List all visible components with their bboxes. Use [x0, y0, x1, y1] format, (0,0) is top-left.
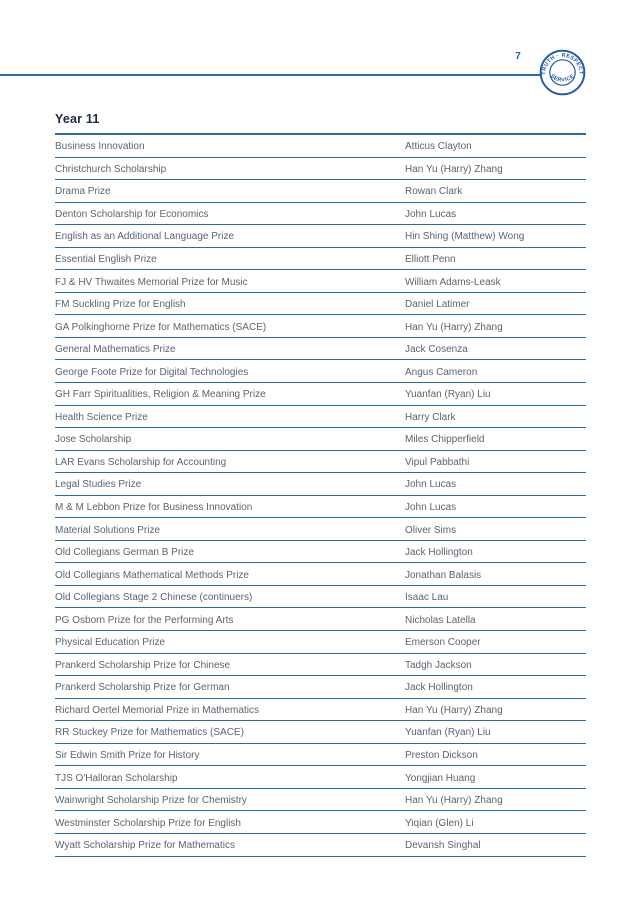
prize-name: Old Collegians Mathematical Methods Prize [55, 569, 249, 581]
prize-name: GH Farr Spiritualities, Religion & Meaning Prize [55, 389, 266, 401]
table-row [55, 203, 586, 226]
winner-name: Rowan Clark [405, 186, 463, 198]
table-row [55, 541, 586, 564]
table-row [55, 135, 586, 158]
winner-name: Preston Dickson [405, 750, 478, 762]
table-row [55, 586, 586, 609]
table-row [55, 248, 586, 271]
table-row [55, 158, 586, 181]
table-row [55, 428, 586, 451]
prize-name: Drama Prize [55, 186, 111, 198]
prize-name: George Foote Prize for Digital Technologies [55, 366, 249, 378]
table-row [55, 315, 586, 338]
header-rule [0, 74, 540, 76]
section-title: Year 11 [55, 112, 586, 135]
table-row [55, 834, 586, 857]
prize-name: Prankerd Scholarship Prize for Chinese [55, 659, 231, 671]
prize-name: Business Innovation [55, 141, 145, 153]
awards-section [55, 112, 586, 857]
table-row [55, 496, 586, 519]
prize-name: Essential English Prize [55, 254, 157, 265]
table-row [55, 406, 586, 429]
prize-name: Wyatt Scholarship Prize for Mathematics [55, 840, 235, 852]
table-row [55, 383, 586, 406]
prize-name: Christchurch Scholarship [55, 163, 167, 175]
winner-name: Atticus Clayton [405, 141, 472, 153]
table-row [55, 563, 586, 586]
winner-name: Harry Clark [405, 411, 456, 423]
winner-name: Jack Cosenza [405, 344, 468, 356]
table-row [55, 766, 586, 789]
table-row [55, 338, 586, 361]
winner-name: John Lucas [405, 479, 457, 491]
table-row [55, 699, 586, 722]
school-crest-stamp [539, 49, 586, 96]
winner-name: Isaac Lau [405, 592, 449, 604]
prize-name: Prankerd Scholarship Prize for German [55, 682, 230, 694]
winner-name: Han Yu (Harry) Zhang [405, 321, 503, 333]
prize-name: Material Solutions Prize [55, 524, 161, 536]
table-row [55, 721, 586, 744]
winner-name: Yuanfan (Ryan) Liu [405, 727, 491, 739]
prize-name: Old Collegians Stage 2 Chinese (continuers) [55, 592, 253, 604]
table-row [55, 789, 586, 812]
table-row [55, 180, 586, 203]
table-row [55, 270, 586, 293]
prize-name: Sir Edwin Smith Prize for History [55, 750, 200, 762]
winner-name: Oliver Sims [405, 524, 457, 536]
winner-name: Jonathan Balasis [405, 569, 482, 581]
winner-name: Han Yu (Harry) Zhang [405, 163, 503, 175]
table-row [55, 608, 586, 631]
prize-name: FM Suckling Prize for English [55, 299, 186, 311]
table-row [55, 518, 586, 541]
winner-name: Han Yu (Harry) Zhang [405, 795, 503, 807]
winner-name: Miles Chipperfield [405, 434, 485, 446]
table-row [55, 654, 586, 677]
winner-name: Jack Hollington [405, 547, 473, 559]
prize-name: Health Science Prize [55, 411, 148, 423]
prize-name: GA Polkinghorne Prize for Mathematics (SACE) [55, 321, 267, 333]
table-row [55, 225, 586, 248]
winner-name: Han Yu (Harry) Zhang [405, 704, 503, 716]
prize-name: LAR Evans Scholarship for Accounting [55, 456, 227, 468]
prize-name: Physical Education Prize [55, 637, 166, 649]
winner-name: William Adams-Leask [405, 276, 501, 288]
prize-name: RR Stuckey Prize for Mathematics (SACE) [55, 727, 244, 739]
winner-name: Yiqian (Glen) Li [405, 817, 474, 829]
winner-name: Jack Hollington [405, 682, 473, 694]
prize-name: General Mathematics Prize [55, 344, 176, 356]
winner-name: John Lucas [405, 208, 457, 220]
winner-name: Vipul Pabbathi [405, 456, 470, 468]
winner-name: Hin Shing (Matthew) Wong [405, 231, 525, 243]
table-row [55, 451, 586, 474]
winner-name: Nicholas Latella [405, 614, 476, 626]
prize-name: PG Osborn Prize for the Performing Arts [55, 614, 234, 626]
winner-name: John Lucas [405, 502, 457, 514]
prize-name: Jose Scholarship [55, 434, 132, 446]
table-row [55, 744, 586, 767]
prize-name: Legal Studies Prize [55, 479, 142, 491]
prize-name: M & M Lebbon Prize for Business Innovation [55, 502, 253, 514]
prize-name: Denton Scholarship for Economics [55, 208, 209, 220]
table-row [55, 676, 586, 699]
prize-name: Wainwright Scholarship Prize for Chemistry [55, 795, 247, 807]
table-row [55, 360, 586, 383]
winner-name: Yongjian Huang [405, 772, 476, 784]
table-row [55, 811, 586, 834]
stamp-top-text: TRUTH · RESPECT [541, 52, 584, 75]
prize-name: Westminster Scholarship Prize for English [55, 817, 241, 829]
svg-text:· SERVICE · [546, 71, 579, 84]
table-row [55, 293, 586, 316]
prize-name: TJS O'Halloran Scholarship [55, 772, 178, 784]
stamp-bottom-text: · SERVICE · [546, 70, 579, 84]
winner-name: Angus Cameron [405, 366, 478, 378]
winner-name: Elliott Penn [405, 254, 456, 265]
winner-name: Emerson Cooper [405, 637, 481, 649]
prize-name: English as an Additional Language Prize [55, 231, 235, 243]
winner-name: Tadgh Jackson [405, 659, 472, 671]
table-row [55, 473, 586, 496]
table-row [55, 631, 586, 654]
prize-name: FJ & HV Thwaites Memorial Prize for Music [55, 276, 248, 288]
winner-name: Daniel Latimer [405, 299, 470, 311]
awards-table-body [55, 135, 586, 857]
winner-name: Yuanfan (Ryan) Liu [405, 389, 491, 401]
prize-name: Old Collegians German B Prize [55, 547, 194, 559]
winner-name: Devansh Singhal [405, 840, 481, 852]
prize-name: Richard Oertel Memorial Prize in Mathematics [55, 704, 259, 716]
page-number: 7 [515, 51, 521, 62]
